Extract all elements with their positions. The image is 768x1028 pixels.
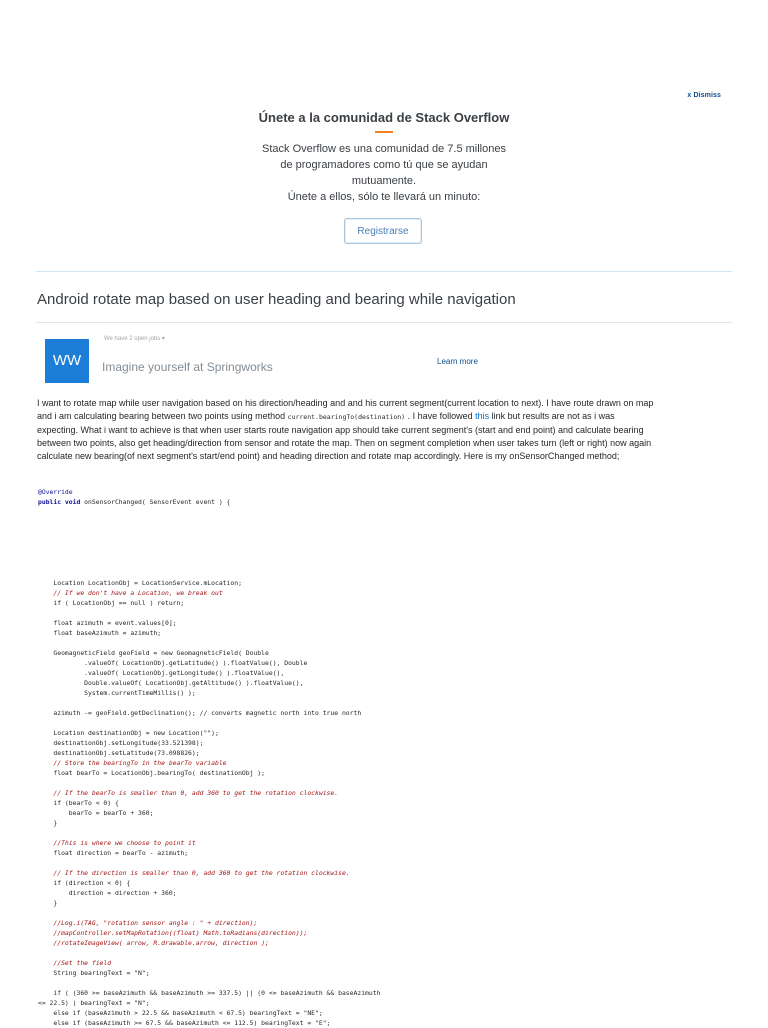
dismiss-link[interactable]: x Dismiss [687,92,721,99]
code-line: } [38,819,58,827]
code-line: destinationObj.setLongitude(33.521398); [38,739,204,747]
code-line: String bearingText = "N"; [38,969,150,977]
code-line: //This is where we choose to point it [38,839,196,847]
code-line: if ( (360 >= baseAzimuth && baseAzimuth >= 337.5) || (0 <= baseAzimuth && baseAzimuth [38,989,381,997]
code-line: //mapController.setMapRotation((float) Math.toRadians(direction)); [38,929,308,937]
code-block [38,578,380,1028]
title-divider [36,322,732,323]
code-line: else if (baseAzimuth > 22.5 && baseAzimuth < 67.5) bearingText = "NE"; [38,1009,323,1017]
code-line: GeomagneticField geoField = new GeomagneticField( Double [38,649,269,657]
ad-headline[interactable]: Imagine yourself at Springworks [102,360,273,374]
code-line: Location LocationObj = LocationService.mLocation; [38,579,242,587]
code-annotation: @Override [38,488,73,496]
code-line: //rotateImageView( arrow, R.drawable.arrow, direction ); [38,939,269,947]
reference-link[interactable]: this [475,411,490,421]
code-line: if (bearTo < 0) { [38,799,119,807]
code-line: //Set the field [38,959,112,967]
description-line: Únete a ellos, sólo te llevará un minuto: [287,191,481,203]
code-line: azimuth -= geoField.getDeclination(); // converts magnetic north into true north [38,709,362,717]
code-line: else if (baseAzimuth >= 67.5 && baseAzimuth <= 112.5) bearingText = "E"; [38,1019,331,1027]
code-line: System.currentTimeMillis() ); [38,689,196,697]
code-line: } [38,899,58,907]
code-line: // Store the bearingTo in the bearTo variable [38,759,227,767]
code-header [38,487,230,507]
question-body [37,397,657,463]
body-text-part: link but results are not as i was expecting. What i want to achieve is that when user starts route navigation app should take current segment's (start and end point) and calculate bearing between two points, also get heading/direction from sensor and rotate the map. Then on segment completion when user takes turn (left or right) now again calculate new bearing(of next segment's start/end point) and heading direction and rotate map accordingly. Here is my onSensorChanged method; [37,411,652,461]
code-line: destinationObj.setLatitude(73.098826); [38,749,200,757]
description-line: Stack Overflow es una comunidad de 7.5 millones [262,143,506,155]
description-line: de programadores como tú que se ayudan [280,159,488,171]
inline-code: current.bearingTo(destination) [287,413,406,421]
banner-divider [36,271,732,272]
code-line: .valueOf( LocationObj.getLatitude() ).floatValue(), Double [38,659,308,667]
code-line: float direction = bearTo - azimuth; [38,849,189,857]
learn-more-link[interactable]: Learn more [437,357,478,366]
open-jobs-dropdown[interactable]: We have 2 open jobs ▾ [104,336,165,342]
code-line: // If the bearTo is smaller than 0, add 360 to get the rotation clockwise. [38,789,339,797]
code-line: direction = direction + 360; [38,889,177,897]
code-line: // If we don't have a Location, we break out [38,589,223,597]
join-community-description [234,141,534,205]
question-title[interactable]: Android rotate map based on user heading and bearing while navigation [37,291,516,308]
code-line: .valueOf( LocationObj.getLongitude() ).floatValue(), [38,669,285,677]
code-line: // If the direction is smaller than 0, add 360 to get the rotation clockwise. [38,869,350,877]
code-keyword: public void [38,498,81,506]
join-community-title: Únete a la comunidad de Stack Overflow [258,110,510,125]
code-line: float azimuth = event.values[0]; [38,619,177,627]
register-button[interactable]: Registrarse [344,218,422,244]
code-line: Location destinationObj = new Location(""); [38,729,219,737]
body-text-part: . I have followed [405,411,476,421]
code-method-signature: onSensorChanged( SensorEvent event ) { [80,498,231,506]
code-line: bearTo = bearTo + 360; [38,809,154,817]
code-line: Double.valueOf( LocationObj.getAltitude() ).floatValue(), [38,679,304,687]
code-line: <= 22.5) ) bearingText = "N"; [38,999,150,1007]
body-text-part: I want to rotate map while user navigation based on his direction/heading and and his current segment(current location to next). I have route drawn on map and i am calculating bearing between two points using method [37,398,654,421]
accent-divider [375,131,393,133]
description-line: mutuamente. [351,175,417,187]
code-line: float bearTo = LocationObj.bearingTo( destinationObj ); [38,769,266,777]
code-line: float baseAzimuth = azimuth; [38,629,162,637]
code-line: if (direction < 0) { [38,879,131,887]
company-logo[interactable]: WW [45,339,89,383]
code-line: //Log.i(TAG, "rotation sensor angle : " + direction); [38,919,258,927]
code-line: if ( LocationObj == null ) return; [38,599,185,607]
